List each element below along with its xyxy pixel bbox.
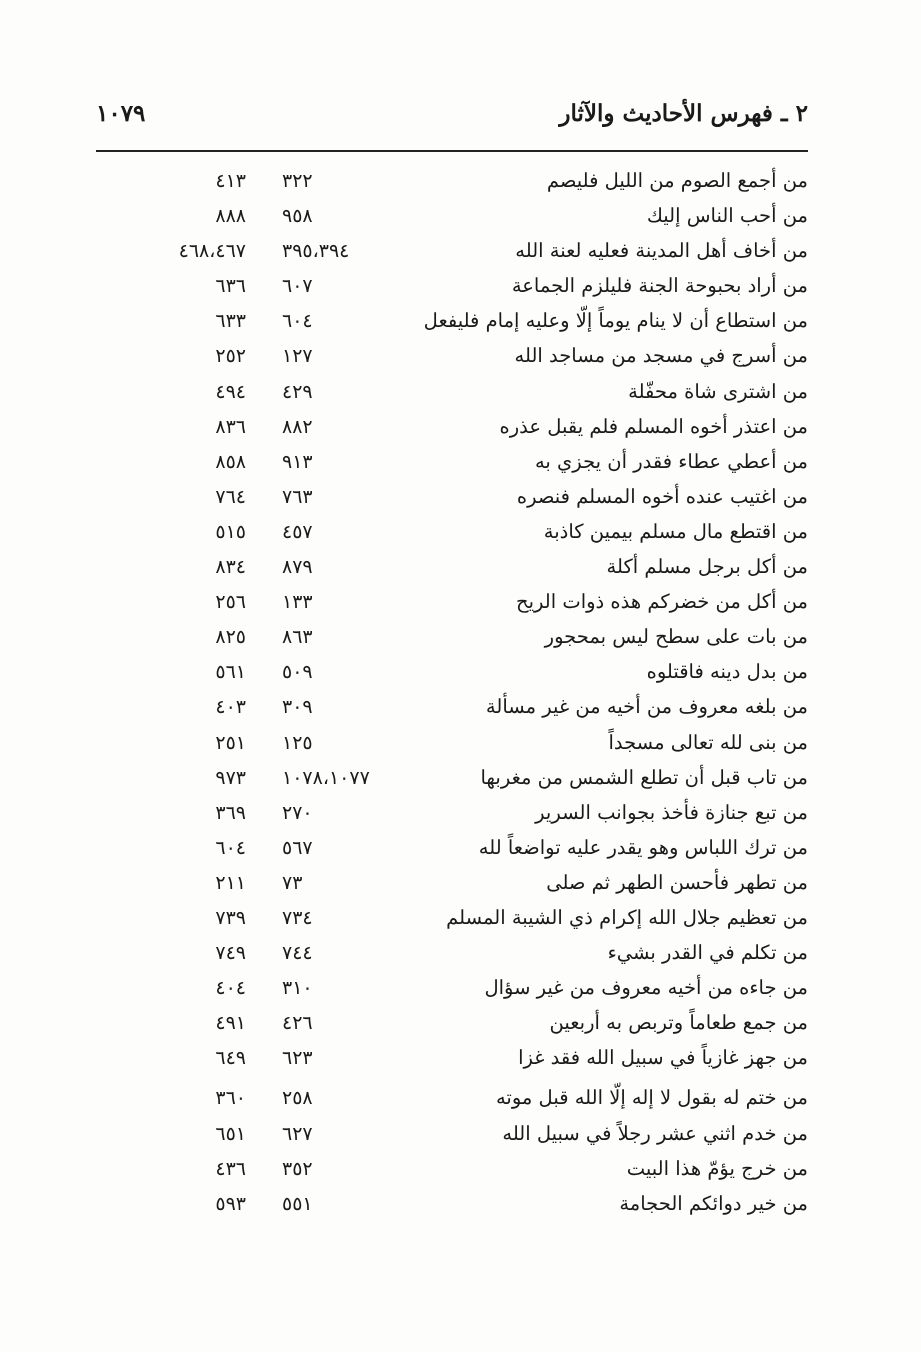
index-entry bbox=[96, 410, 808, 445]
index-entry bbox=[96, 1081, 808, 1116]
entry-ref-second bbox=[136, 201, 246, 231]
entry-ref-first-value: ٦٠٧ bbox=[282, 275, 313, 298]
page-number: ١٠٧٩ bbox=[96, 100, 146, 127]
entry-ref-first bbox=[282, 1154, 394, 1184]
entry-ref-first-value: ١٠٧٨،١٠٧٧ bbox=[282, 766, 370, 789]
entry-text: من أجمع الصوم من الليل فليصم bbox=[546, 169, 808, 192]
entry-ref-second-value: ٨٣٤ bbox=[215, 556, 246, 579]
entry-ref-second bbox=[136, 1119, 246, 1149]
entry-ref-first bbox=[282, 657, 394, 687]
entry-text: من أسرج في مسجد من مساجد الله bbox=[514, 344, 808, 368]
entry-ref-second-value: ٢٥٢ bbox=[215, 345, 246, 368]
entry-text: من جمع طعاماً وتربص به أربعين bbox=[549, 1011, 808, 1035]
entry-ref-first bbox=[282, 482, 394, 512]
entry-ref-first-value: ٢٧٠ bbox=[282, 801, 313, 824]
entry-ref-first bbox=[282, 341, 394, 371]
entry-ref-first-value: ٥٦٧ bbox=[282, 836, 313, 859]
entry-ref-first-value: ٩٥٨ bbox=[282, 205, 313, 228]
entry-text: من أخاف أهل المدينة فعليه لعنة الله bbox=[515, 239, 808, 263]
entry-ref-first-value: ٣٩٥،٣٩٤ bbox=[282, 240, 350, 263]
entry-ref-second-value: ٤٠٤ bbox=[215, 977, 246, 1000]
entry-ref-first-value: ١٢٥ bbox=[282, 731, 313, 754]
entry-ref-second-value: ٥٩٣ bbox=[215, 1192, 246, 1215]
entry-ref-first bbox=[282, 447, 394, 477]
entry-ref-first-value: ٥٠٩ bbox=[282, 661, 313, 684]
entry-text: من جاءه من أخيه معروف من غير سؤال bbox=[484, 976, 808, 1000]
entry-text: من أكل من خضركم هذه ذوات الريح bbox=[516, 590, 808, 614]
entry-ref-second bbox=[136, 1154, 246, 1184]
entry-text: من أعطي عطاء فقدر أن يجزي به bbox=[534, 449, 808, 473]
index-entry bbox=[96, 1006, 808, 1041]
index-entry bbox=[96, 796, 808, 831]
entry-ref-second bbox=[136, 728, 246, 758]
entry-ref-second-value: ٤٩١ bbox=[215, 1012, 246, 1035]
entry-ref-first-value: ٤٢٦ bbox=[282, 1012, 313, 1035]
entry-text: من بلغه معروف من أخيه من غير مسألة bbox=[485, 695, 808, 719]
index-entry bbox=[96, 199, 808, 234]
header-divider bbox=[96, 150, 808, 152]
index-entry bbox=[96, 550, 808, 585]
entry-ref-second-value: ٨٥٨ bbox=[215, 450, 246, 473]
entry-ref-second-value: ٣٦٠ bbox=[215, 1087, 246, 1110]
entry-ref-first-value: ٢٥٨ bbox=[282, 1087, 313, 1110]
entry-ref-second-value: ٧٤٩ bbox=[215, 942, 246, 965]
index-entry bbox=[96, 761, 808, 796]
entry-ref-first-value: ٣٢٢ bbox=[282, 170, 313, 192]
entry-ref-first bbox=[282, 201, 394, 231]
entry-text: من تاب قبل أن تطلع الشمس من مغربها bbox=[480, 765, 808, 789]
entry-text: من أراد بحبوحة الجنة فليلزم الجماعة bbox=[511, 274, 808, 298]
entry-ref-first bbox=[282, 166, 394, 196]
entry-text: من اغتيب عنده أخوه المسلم فنصره bbox=[516, 484, 808, 508]
page-header bbox=[96, 100, 808, 136]
entry-ref-second bbox=[136, 587, 246, 617]
entry-ref-first bbox=[282, 1119, 394, 1149]
entry-ref-first bbox=[282, 587, 394, 617]
entry-ref-second bbox=[136, 1189, 246, 1219]
entry-ref-first-value: ٣١٠ bbox=[282, 977, 313, 1000]
entry-ref-first bbox=[282, 517, 394, 547]
index-entry bbox=[96, 620, 808, 655]
entry-ref-first bbox=[282, 1189, 394, 1219]
entry-ref-second-value: ٤٠٣ bbox=[215, 696, 246, 719]
entry-ref-second bbox=[136, 1043, 246, 1073]
entry-text: من بات على سطح ليس بمحجور bbox=[544, 625, 808, 649]
entry-ref-first-value: ٦٢٣ bbox=[282, 1047, 313, 1070]
entry-ref-first bbox=[282, 552, 394, 582]
entry-ref-first-value: ٧٣٤ bbox=[282, 906, 313, 929]
entry-ref-second-value: ٢١١ bbox=[215, 871, 246, 894]
entry-ref-first-value: ٣٥٢ bbox=[282, 1157, 313, 1180]
entry-ref-first bbox=[282, 938, 394, 968]
index-entry bbox=[96, 901, 808, 936]
entry-ref-second bbox=[136, 377, 246, 407]
entry-text: من خير دوائكم الحجامة bbox=[619, 1191, 808, 1215]
index-entry bbox=[96, 445, 808, 480]
entry-ref-first-value: ٧٦٣ bbox=[282, 485, 313, 508]
entry-ref-second bbox=[136, 657, 246, 687]
entry-ref-first-value: ٨٦٣ bbox=[282, 626, 313, 649]
entry-ref-second-value: ٦٥١ bbox=[215, 1122, 246, 1145]
entry-ref-second-value: ٦٤٩ bbox=[215, 1047, 246, 1070]
entry-ref-second bbox=[136, 903, 246, 933]
index-entry bbox=[96, 480, 808, 515]
entry-ref-second-value: ٣٦٩ bbox=[215, 801, 246, 824]
index-entry bbox=[96, 339, 808, 374]
entry-ref-first-value: ٥٥١ bbox=[282, 1192, 313, 1215]
entry-ref-first-value: ٧٤٤ bbox=[282, 942, 313, 965]
entry-ref-second-value: ٩٧٣ bbox=[215, 766, 246, 789]
entry-ref-first-value: ٨٧٩ bbox=[282, 556, 313, 579]
index-entry bbox=[96, 304, 808, 339]
entry-ref-first bbox=[282, 868, 394, 898]
entry-ref-second bbox=[136, 306, 246, 336]
entry-ref-second-value: ٦٣٦ bbox=[215, 275, 246, 298]
entry-ref-second-value: ٧٣٩ bbox=[215, 906, 246, 929]
entry-ref-first bbox=[282, 306, 394, 336]
entry-ref-second bbox=[136, 1008, 246, 1038]
index-entry bbox=[96, 866, 808, 901]
index-entry bbox=[96, 164, 808, 199]
entry-ref-second bbox=[136, 1083, 246, 1113]
entry-ref-second-value: ٥٦١ bbox=[215, 661, 246, 684]
entry-ref-second bbox=[136, 341, 246, 371]
entry-ref-first-value: ٩١٣ bbox=[282, 450, 313, 473]
entry-text: من جهز غازياً في سبيل الله فقد غزا bbox=[518, 1046, 808, 1070]
entry-ref-second-value: ٢٥٦ bbox=[215, 591, 246, 614]
entry-ref-second bbox=[136, 868, 246, 898]
entry-ref-second-value: ٤١٣ bbox=[215, 170, 246, 192]
entry-ref-second bbox=[136, 622, 246, 652]
entry-ref-second-value: ٨٨٨ bbox=[215, 205, 246, 228]
index-entry bbox=[96, 726, 808, 761]
entry-ref-second bbox=[136, 236, 246, 266]
entry-ref-first bbox=[282, 271, 394, 301]
index-entry bbox=[96, 1187, 808, 1222]
index-entry bbox=[96, 585, 808, 620]
entry-ref-second-value: ٦٣٣ bbox=[215, 310, 246, 333]
entry-text: من خرج يؤمّ هذا البيت bbox=[626, 1156, 808, 1180]
entry-text: من خدم اثني عشر رجلاً في سبيل الله bbox=[502, 1121, 808, 1145]
entry-ref-first bbox=[282, 1008, 394, 1038]
entry-ref-second-value: ٧٦٤ bbox=[215, 485, 246, 508]
entry-ref-second-value: ٤٦٨،٤٦٧ bbox=[178, 240, 246, 263]
entry-text: من ترك اللباس وهو يقدر عليه تواضعاً لله bbox=[478, 835, 808, 859]
index-entry bbox=[96, 936, 808, 971]
index-entry bbox=[96, 515, 808, 550]
entry-ref-second bbox=[136, 517, 246, 547]
entry-ref-second bbox=[136, 412, 246, 442]
entry-ref-second bbox=[136, 798, 246, 828]
entry-ref-first-value: ٧٣ bbox=[282, 871, 303, 894]
entry-ref-second-value: ٤٩٤ bbox=[215, 380, 246, 403]
entry-ref-first-value: ٤٥٧ bbox=[282, 520, 313, 543]
entry-ref-second bbox=[136, 482, 246, 512]
entry-ref-second-value: ٢٥١ bbox=[215, 731, 246, 754]
entry-ref-second-value: ٨٢٥ bbox=[215, 626, 246, 649]
entry-ref-second bbox=[136, 833, 246, 863]
entry-text: من تبع جنازة فأخذ بجوانب السرير bbox=[535, 800, 808, 824]
entry-ref-second bbox=[136, 271, 246, 301]
entry-text: من بنى لله تعالى مسجداً bbox=[608, 730, 808, 754]
entry-ref-second bbox=[136, 763, 246, 793]
entry-text: من أكل برجل مسلم أكلة bbox=[606, 555, 808, 579]
index-entry bbox=[96, 690, 808, 725]
index-entry bbox=[96, 375, 808, 410]
entry-text: من تطهر فأحسن الطهر ثم صلى bbox=[546, 870, 808, 894]
index-entry bbox=[96, 655, 808, 690]
entry-ref-second-value: ٥١٥ bbox=[215, 520, 246, 543]
entry-ref-first bbox=[282, 763, 394, 793]
entry-ref-first-value: ١٣٣ bbox=[282, 591, 313, 614]
entry-text: من اقتطع مال مسلم بيمين كاذبة bbox=[543, 519, 808, 543]
index-entry bbox=[96, 971, 808, 1006]
entry-ref-first-value: ٣٠٩ bbox=[282, 696, 313, 719]
entry-ref-first bbox=[282, 973, 394, 1003]
entry-text: من أحب الناس إليك bbox=[646, 204, 808, 228]
entry-ref-second bbox=[136, 552, 246, 582]
entry-ref-first bbox=[282, 903, 394, 933]
entry-ref-second bbox=[136, 973, 246, 1003]
entry-ref-second bbox=[136, 166, 246, 196]
entry-ref-first bbox=[282, 798, 394, 828]
index-entry bbox=[96, 831, 808, 866]
entry-text: من بدل دينه فاقتلوه bbox=[646, 660, 808, 684]
entry-ref-first-value: ٦٢٧ bbox=[282, 1122, 313, 1145]
entry-ref-first bbox=[282, 412, 394, 442]
entry-ref-first bbox=[282, 1043, 394, 1073]
entry-ref-first-value: ٦٠٤ bbox=[282, 310, 313, 333]
entry-ref-first-value: ٨٨٢ bbox=[282, 415, 313, 438]
entry-ref-first bbox=[282, 236, 394, 266]
entry-ref-first bbox=[282, 1083, 394, 1113]
entry-text: من اعتذر أخوه المسلم فلم يقبل عذره bbox=[499, 414, 808, 438]
entry-ref-first-value: ٤٢٩ bbox=[282, 380, 313, 403]
index-entry bbox=[96, 234, 808, 269]
entry-ref-first bbox=[282, 377, 394, 407]
section-title: ٢ ـ فهرس الأحاديث والآثار bbox=[559, 100, 808, 127]
entry-ref-first bbox=[282, 728, 394, 758]
entry-ref-second bbox=[136, 692, 246, 722]
entry-text: من تكلم في القدر بشيء bbox=[607, 941, 808, 965]
entry-ref-first-value: ١٢٧ bbox=[282, 345, 313, 368]
index-entry bbox=[96, 1117, 808, 1152]
entry-ref-first bbox=[282, 622, 394, 652]
entry-ref-second bbox=[136, 938, 246, 968]
entry-ref-first bbox=[282, 692, 394, 722]
entry-ref-second-value: ٦٠٤ bbox=[215, 836, 246, 859]
entry-text: من تعظيم جلال الله إكرام ذي الشيبة المسلم bbox=[446, 905, 808, 929]
entry-ref-second-value: ٤٣٦ bbox=[215, 1157, 246, 1180]
entry-ref-second-value: ٨٣٦ bbox=[215, 415, 246, 438]
index-entry bbox=[96, 1152, 808, 1187]
entry-ref-second bbox=[136, 447, 246, 477]
index-entry bbox=[96, 1041, 808, 1076]
index-entry bbox=[96, 269, 808, 304]
index-entries bbox=[96, 164, 808, 1222]
entry-text: من ختم له بقول لا إله إلّا الله قبل موته bbox=[495, 1086, 808, 1110]
entry-text: من استطاع أن لا ينام يوماً إلّا وعليه إمام فليفعل bbox=[423, 309, 808, 333]
entry-text: من اشترى شاة محفّلة bbox=[628, 379, 808, 403]
entry-ref-first bbox=[282, 833, 394, 863]
